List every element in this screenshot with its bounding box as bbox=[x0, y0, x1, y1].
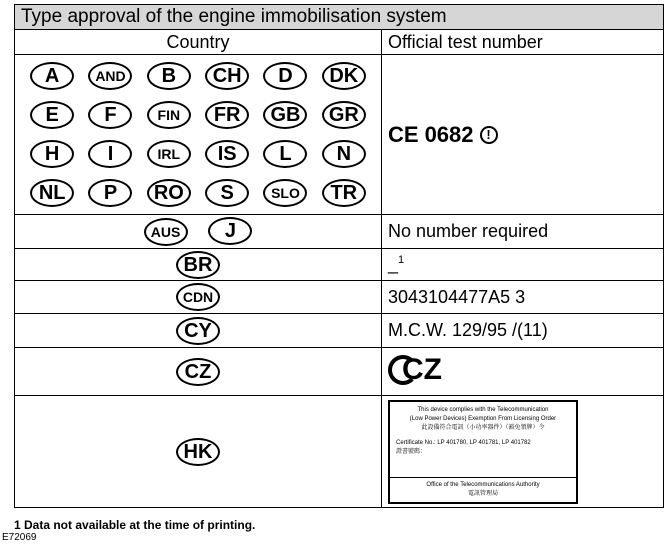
country-badge: SLO bbox=[263, 179, 307, 207]
country-badge: CDN bbox=[176, 283, 220, 311]
eu-number-cell bbox=[382, 55, 664, 215]
country-badge: CH bbox=[205, 62, 249, 90]
row-cz-countries bbox=[15, 348, 382, 396]
country-badge: FR bbox=[205, 101, 249, 129]
row-cdn-countries bbox=[15, 281, 382, 314]
country-badge: IS bbox=[205, 140, 249, 168]
hk-label-line: 電訊管理局 bbox=[467, 490, 498, 497]
country-badge: J bbox=[208, 217, 252, 245]
country-badge: AND bbox=[88, 62, 132, 90]
approval-table-wrapper bbox=[14, 4, 663, 508]
country-badge: A bbox=[30, 62, 74, 90]
row-cy-number: M.C.W. 129/95 /(11) bbox=[382, 314, 664, 348]
country-badge: F bbox=[88, 101, 132, 129]
eu-country-cell bbox=[15, 55, 382, 215]
country-badge: BR bbox=[176, 251, 220, 279]
country-badge: D bbox=[263, 62, 307, 90]
cz-approval-logo: CZ bbox=[388, 353, 442, 387]
hk-label-line: 證書號碼： bbox=[396, 448, 427, 455]
row-cy-countries bbox=[15, 314, 382, 348]
country-badge: NL bbox=[30, 179, 74, 207]
hk-label-line: Certificate No.: LP 401780, LP 401781, LP 401782 bbox=[396, 439, 531, 446]
row-hk-countries bbox=[15, 396, 382, 508]
country-badge: CZ bbox=[176, 358, 220, 386]
country-badge: P bbox=[88, 179, 132, 207]
figure-code: E72069 bbox=[2, 532, 37, 543]
country-badge: CY bbox=[176, 317, 220, 345]
eu-test-number: 0682 bbox=[424, 121, 474, 147]
country-badge: IRL bbox=[147, 140, 191, 168]
hk-label-line: Office of the Telecommunications Authority bbox=[426, 481, 540, 488]
ce-mark: CE bbox=[388, 121, 419, 147]
country-badge: S bbox=[205, 179, 249, 207]
country-badge: L bbox=[263, 140, 307, 168]
country-badge: FIN bbox=[147, 101, 191, 129]
hk-label-line: (Low Power Devices) Exemption From Licensing Order bbox=[409, 415, 557, 422]
footnote: 1 Data not available at the time of printing. bbox=[14, 518, 256, 532]
row-cdn-number: 3043104477A5 3 bbox=[382, 281, 664, 314]
eu-number-mark bbox=[382, 122, 663, 148]
country-badge: GB bbox=[263, 101, 307, 129]
table-title: Type approval of the engine immobilisation system bbox=[15, 5, 664, 30]
row-br-number bbox=[382, 249, 664, 281]
hk-label-line: 此設備符合電訊（小功率器件）（豁免領牌）令 bbox=[421, 424, 545, 431]
country-badge: RO bbox=[147, 179, 191, 207]
hk-approval-label bbox=[388, 400, 578, 504]
country-badge: N bbox=[322, 140, 366, 168]
number-header: Official test number bbox=[382, 30, 664, 55]
row-aus-j-number: No number required bbox=[382, 215, 664, 249]
alert-icon: ! bbox=[480, 126, 498, 144]
hk-label-line: This device complies with the Telecommunication bbox=[417, 406, 549, 413]
country-badge: AUS bbox=[144, 218, 188, 246]
approval-table bbox=[14, 4, 664, 508]
country-badge: H bbox=[30, 140, 74, 168]
country-badge: GR bbox=[322, 101, 366, 129]
country-badge: TR bbox=[322, 179, 366, 207]
row-hk-number bbox=[382, 396, 664, 508]
country-badge: I bbox=[88, 140, 132, 168]
row-aus-j-countries bbox=[15, 215, 382, 249]
country-badge: B bbox=[147, 62, 191, 90]
eu-country-grid bbox=[15, 56, 381, 213]
country-badge: E bbox=[30, 101, 74, 129]
row-cz-number bbox=[382, 348, 664, 396]
country-header: Country bbox=[15, 30, 382, 55]
row-br-countries bbox=[15, 249, 382, 281]
footnote-ref: 1 bbox=[398, 254, 405, 266]
br-number: _ bbox=[388, 254, 399, 274]
country-badge: HK bbox=[176, 438, 220, 466]
country-badge: DK bbox=[322, 62, 366, 90]
